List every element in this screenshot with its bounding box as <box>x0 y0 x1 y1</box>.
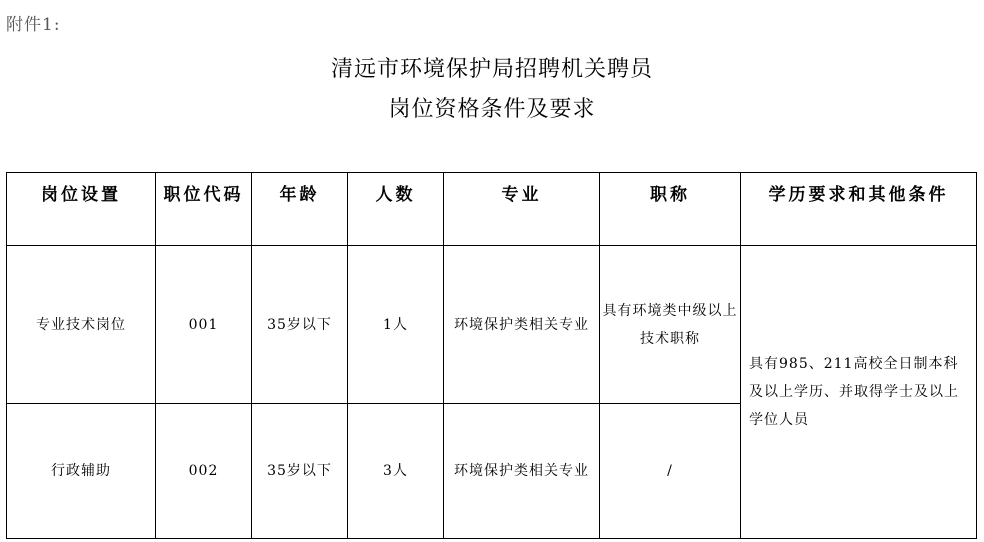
job-requirements-table <box>6 172 977 539</box>
cell-position: 行政辅助 <box>7 404 156 539</box>
cell-count: 1人 <box>348 246 444 404</box>
cell-position: 专业技术岗位 <box>7 246 156 404</box>
table-row <box>7 246 977 404</box>
cell-title: 具有环境类中级以上技术职称 <box>600 246 741 404</box>
cell-major: 环境保护类相关专业 <box>444 404 600 539</box>
cell-major: 环境保护类相关专业 <box>444 246 600 404</box>
header-title: 职称 <box>600 173 741 246</box>
cell-count: 3人 <box>348 404 444 539</box>
cell-age: 35岁以下 <box>252 246 348 404</box>
header-position: 岗位设置 <box>7 173 156 246</box>
document-title-line-2: 岗位资格条件及要求 <box>388 97 596 122</box>
header-age: 年龄 <box>252 173 348 246</box>
header-major: 专业 <box>444 173 600 246</box>
header-education: 学历要求和其他条件 <box>741 173 977 246</box>
document-title-line-1: 清远市环境保护局招聘机关聘员 <box>330 57 653 82</box>
attachment-label: 附件1: <box>6 15 61 35</box>
table-header-row <box>7 173 977 246</box>
cell-education: 具有985、211高校全日制本科及以上学历、并取得学士及以上学位人员 <box>741 246 977 539</box>
cell-code: 001 <box>156 246 252 404</box>
cell-code: 002 <box>156 404 252 539</box>
cell-title: / <box>600 404 741 539</box>
header-code: 职位代码 <box>156 173 252 246</box>
cell-age: 35岁以下 <box>252 404 348 539</box>
header-count: 人数 <box>348 173 444 246</box>
